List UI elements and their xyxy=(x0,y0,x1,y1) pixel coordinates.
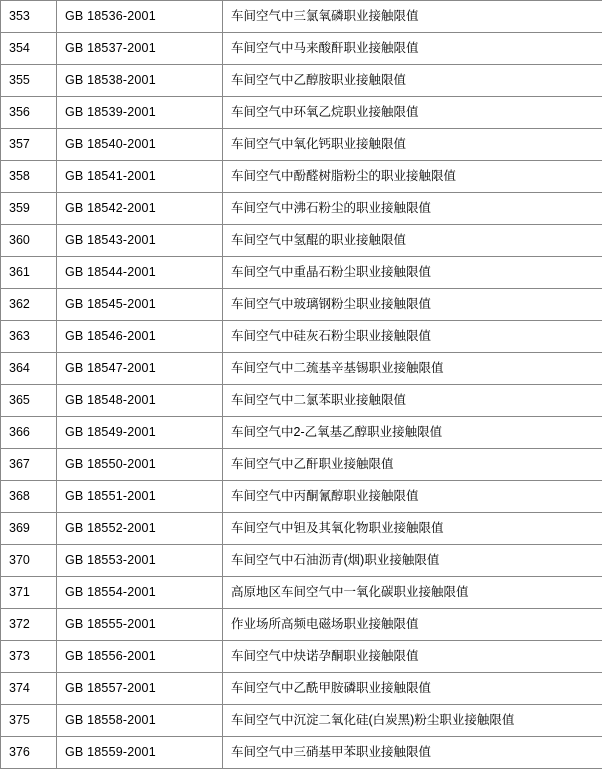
standard-title-cell: 车间空气中重晶石粉尘职业接触限值 xyxy=(223,257,602,289)
row-index-cell: 370 xyxy=(1,545,57,577)
standard-code-cell: GB 18546-2001 xyxy=(57,321,223,353)
standard-code-cell: GB 18554-2001 xyxy=(57,577,223,609)
table-row xyxy=(1,513,602,545)
standard-title-cell: 车间空气中玻璃钢粉尘职业接触限值 xyxy=(223,289,602,321)
standard-title-cell: 车间空气中硅灰石粉尘职业接触限值 xyxy=(223,321,602,353)
standard-code-cell: GB 18557-2001 xyxy=(57,673,223,705)
row-index-cell: 354 xyxy=(1,33,57,65)
standard-code-cell: GB 18549-2001 xyxy=(57,417,223,449)
standard-title-cell: 车间空气中2-乙氧基乙醇职业接触限值 xyxy=(223,417,602,449)
standard-code-cell: GB 18536-2001 xyxy=(57,1,223,33)
standard-code-cell: GB 18543-2001 xyxy=(57,225,223,257)
standard-code-cell: GB 18541-2001 xyxy=(57,161,223,193)
standard-title-cell: 车间空气中马来酸酐职业接触限值 xyxy=(223,33,602,65)
standard-code-cell: GB 18550-2001 xyxy=(57,449,223,481)
table-row xyxy=(1,481,602,513)
standard-title-cell: 车间空气中三硝基甲苯职业接触限值 xyxy=(223,737,602,769)
row-index-cell: 353 xyxy=(1,1,57,33)
table-row xyxy=(1,577,602,609)
row-index-cell: 375 xyxy=(1,705,57,737)
standard-code-cell: GB 18558-2001 xyxy=(57,705,223,737)
table-row xyxy=(1,417,602,449)
standard-title-cell: 车间空气中氧化钙职业接触限值 xyxy=(223,129,602,161)
standard-code-cell: GB 18537-2001 xyxy=(57,33,223,65)
standards-table-body xyxy=(1,1,602,769)
row-index-cell: 363 xyxy=(1,321,57,353)
standard-title-cell: 车间空气中丙酮氰醇职业接触限值 xyxy=(223,481,602,513)
standard-code-cell: GB 18559-2001 xyxy=(57,737,223,769)
standard-code-cell: GB 18539-2001 xyxy=(57,97,223,129)
standard-title-cell: 车间空气中三氯氧磷职业接触限值 xyxy=(223,1,602,33)
standard-title-cell: 车间空气中炔诺孕酮职业接触限值 xyxy=(223,641,602,673)
table-row xyxy=(1,641,602,673)
standard-title-cell: 车间空气中石油沥青(烟)职业接触限值 xyxy=(223,545,602,577)
standard-title-cell: 车间空气中乙酰甲胺磷职业接触限值 xyxy=(223,673,602,705)
standard-title-cell: 高原地区车间空气中一氧化碳职业接触限值 xyxy=(223,577,602,609)
standard-code-cell: GB 18547-2001 xyxy=(57,353,223,385)
row-index-cell: 357 xyxy=(1,129,57,161)
table-row xyxy=(1,609,602,641)
standard-code-cell: GB 18551-2001 xyxy=(57,481,223,513)
table-row xyxy=(1,257,602,289)
standard-code-cell: GB 18538-2001 xyxy=(57,65,223,97)
standard-title-cell: 车间空气中二氯苯职业接触限值 xyxy=(223,385,602,417)
row-index-cell: 362 xyxy=(1,289,57,321)
standard-code-cell: GB 18552-2001 xyxy=(57,513,223,545)
standard-code-cell: GB 18556-2001 xyxy=(57,641,223,673)
table-row xyxy=(1,161,602,193)
standard-code-cell: GB 18553-2001 xyxy=(57,545,223,577)
table-row xyxy=(1,705,602,737)
row-index-cell: 368 xyxy=(1,481,57,513)
standard-title-cell: 车间空气中沸石粉尘的职业接触限值 xyxy=(223,193,602,225)
table-row xyxy=(1,449,602,481)
table-row xyxy=(1,385,602,417)
table-row xyxy=(1,1,602,33)
row-index-cell: 376 xyxy=(1,737,57,769)
table-row xyxy=(1,321,602,353)
table-row xyxy=(1,737,602,769)
table-row xyxy=(1,225,602,257)
standard-title-cell: 车间空气中钽及其氧化物职业接触限值 xyxy=(223,513,602,545)
row-index-cell: 374 xyxy=(1,673,57,705)
table-row xyxy=(1,289,602,321)
table-row xyxy=(1,353,602,385)
standard-title-cell: 车间空气中环氧乙烷职业接触限值 xyxy=(223,97,602,129)
standard-code-cell: GB 18555-2001 xyxy=(57,609,223,641)
row-index-cell: 369 xyxy=(1,513,57,545)
row-index-cell: 366 xyxy=(1,417,57,449)
row-index-cell: 373 xyxy=(1,641,57,673)
standard-code-cell: GB 18544-2001 xyxy=(57,257,223,289)
row-index-cell: 365 xyxy=(1,385,57,417)
standard-title-cell: 作业场所高频电磁场职业接触限值 xyxy=(223,609,602,641)
standard-code-cell: GB 18548-2001 xyxy=(57,385,223,417)
standard-code-cell: GB 18540-2001 xyxy=(57,129,223,161)
row-index-cell: 359 xyxy=(1,193,57,225)
table-row xyxy=(1,129,602,161)
table-row xyxy=(1,65,602,97)
row-index-cell: 371 xyxy=(1,577,57,609)
row-index-cell: 358 xyxy=(1,161,57,193)
row-index-cell: 364 xyxy=(1,353,57,385)
table-row xyxy=(1,97,602,129)
row-index-cell: 355 xyxy=(1,65,57,97)
standard-title-cell: 车间空气中乙醇胺职业接触限值 xyxy=(223,65,602,97)
standard-title-cell: 车间空气中乙酐职业接触限值 xyxy=(223,449,602,481)
standard-code-cell: GB 18542-2001 xyxy=(57,193,223,225)
row-index-cell: 356 xyxy=(1,97,57,129)
row-index-cell: 360 xyxy=(1,225,57,257)
row-index-cell: 372 xyxy=(1,609,57,641)
row-index-cell: 361 xyxy=(1,257,57,289)
row-index-cell: 367 xyxy=(1,449,57,481)
standard-title-cell: 车间空气中沉淀二氧化硅(白炭黑)粉尘职业接触限值 xyxy=(223,705,602,737)
standard-title-cell: 车间空气中氢醌的职业接触限值 xyxy=(223,225,602,257)
table-row xyxy=(1,673,602,705)
standard-title-cell: 车间空气中二巯基辛基锡职业接触限值 xyxy=(223,353,602,385)
table-row xyxy=(1,545,602,577)
standard-title-cell: 车间空气中酚醛树脂粉尘的职业接触限值 xyxy=(223,161,602,193)
table-row xyxy=(1,33,602,65)
table-row xyxy=(1,193,602,225)
standard-code-cell: GB 18545-2001 xyxy=(57,289,223,321)
